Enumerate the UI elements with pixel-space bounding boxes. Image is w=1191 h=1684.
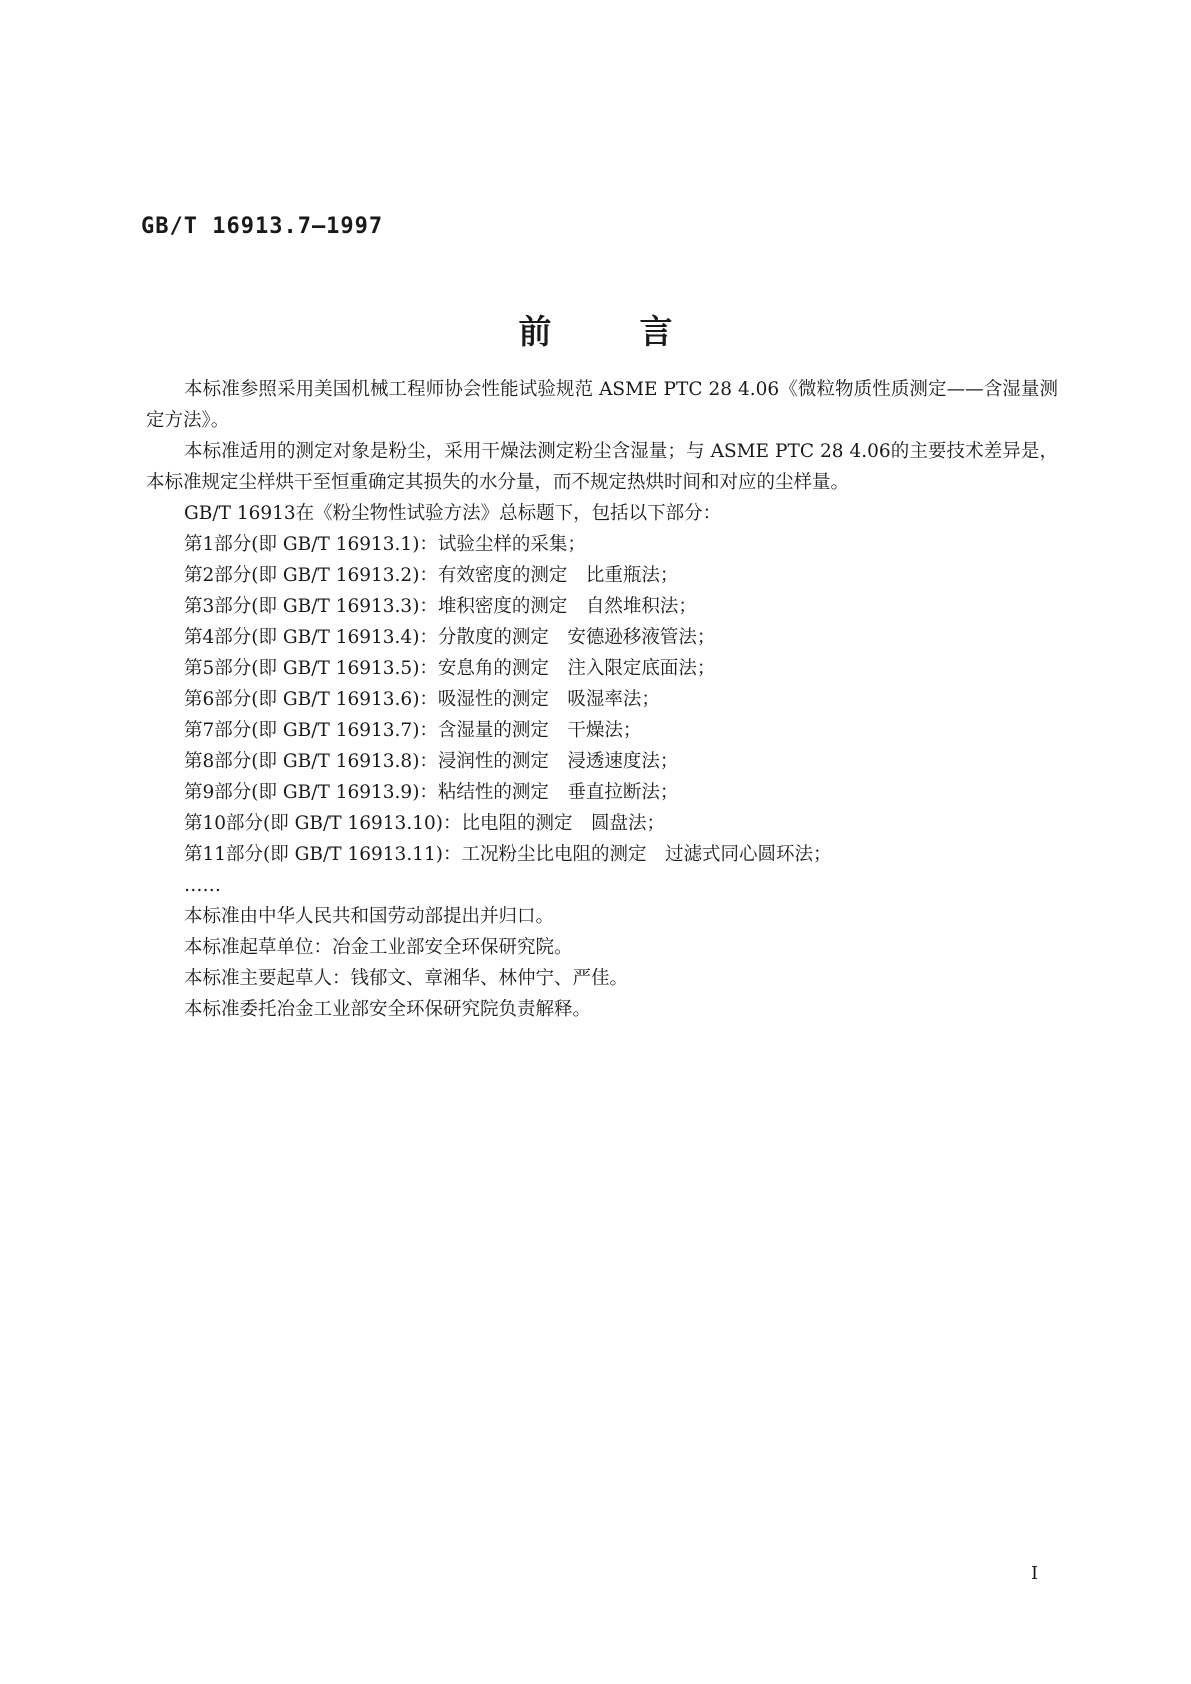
- list-item: 第10部分(即 GB/T 16913.10)：比电阻的测定 圆盘法；: [184, 813, 665, 834]
- page-title: 前言: [518, 312, 761, 351]
- closing-line-interpretation: 本标准委托冶金工业部安全环保研究院负责解释。: [184, 999, 592, 1020]
- foreword-body: [146, 374, 1058, 1025]
- list-item: 第8部分(即 GB/T 16913.8)：浸润性的测定 浸透速度法；: [184, 751, 679, 772]
- page-number: I: [1031, 1563, 1039, 1584]
- list-item: 第4部分(即 GB/T 16913.4)：分散度的测定 安德逊移液管法；: [184, 627, 716, 648]
- ellipsis: ……: [184, 875, 221, 896]
- list-item: 第5部分(即 GB/T 16913.5)：安息角的测定 注入限定底面法；: [184, 658, 716, 679]
- list-item: 第9部分(即 GB/T 16913.9)：粘结性的测定 垂直拉断法；: [184, 782, 679, 803]
- paragraph-scope: 本标准适用的测定对象是粉尘，采用干燥法测定粉尘含湿量；与 ASME PTC 28 4.06的主要技术差异是，本标准规定尘样烘干至恒重确定其损失的水分量，而不规定热烘时间和对应的尘样量。: [146, 441, 1058, 493]
- list-item: 第7部分(即 GB/T 16913.7)：含湿量的测定 干燥法；: [184, 720, 642, 741]
- parts-list: [146, 529, 1058, 870]
- list-item: 第6部分(即 GB/T 16913.6)：吸湿性的测定 吸湿率法；: [184, 689, 660, 710]
- closing-line-proposer: 本标准由中华人民共和国劳动部提出并归口。: [184, 906, 555, 927]
- list-item: 第1部分(即 GB/T 16913.1)：试验尘样的采集；: [184, 534, 586, 555]
- closing-line-drafters: 本标准主要起草人：钱郁文、章湘华、林仲宁、严佳。: [184, 968, 629, 989]
- list-item: 第3部分(即 GB/T 16913.3)：堆积密度的测定 自然堆积法；: [184, 596, 697, 617]
- paragraph-adoption: 本标准参照采用美国机械工程师协会性能试验规范 ASME PTC 28 4.06《微粒物质性质测定——含湿量测定方法》。: [146, 379, 1058, 431]
- closing-line-drafting-unit: 本标准起草单位：冶金工业部安全环保研究院。: [184, 937, 573, 958]
- list-item: 第2部分(即 GB/T 16913.2)：有效密度的测定 比重瓶法；: [184, 565, 679, 586]
- standard-number: GB/T 16913.7—1997: [141, 214, 384, 239]
- parts-intro: GB/T 16913在《粉尘物性试验方法》总标题下，包括以下部分：: [184, 503, 722, 524]
- closing-statements: [146, 901, 1058, 1025]
- list-item: 第11部分(即 GB/T 16913.11)：工况粉尘比电阻的测定 过滤式同心圆环法；: [184, 844, 832, 865]
